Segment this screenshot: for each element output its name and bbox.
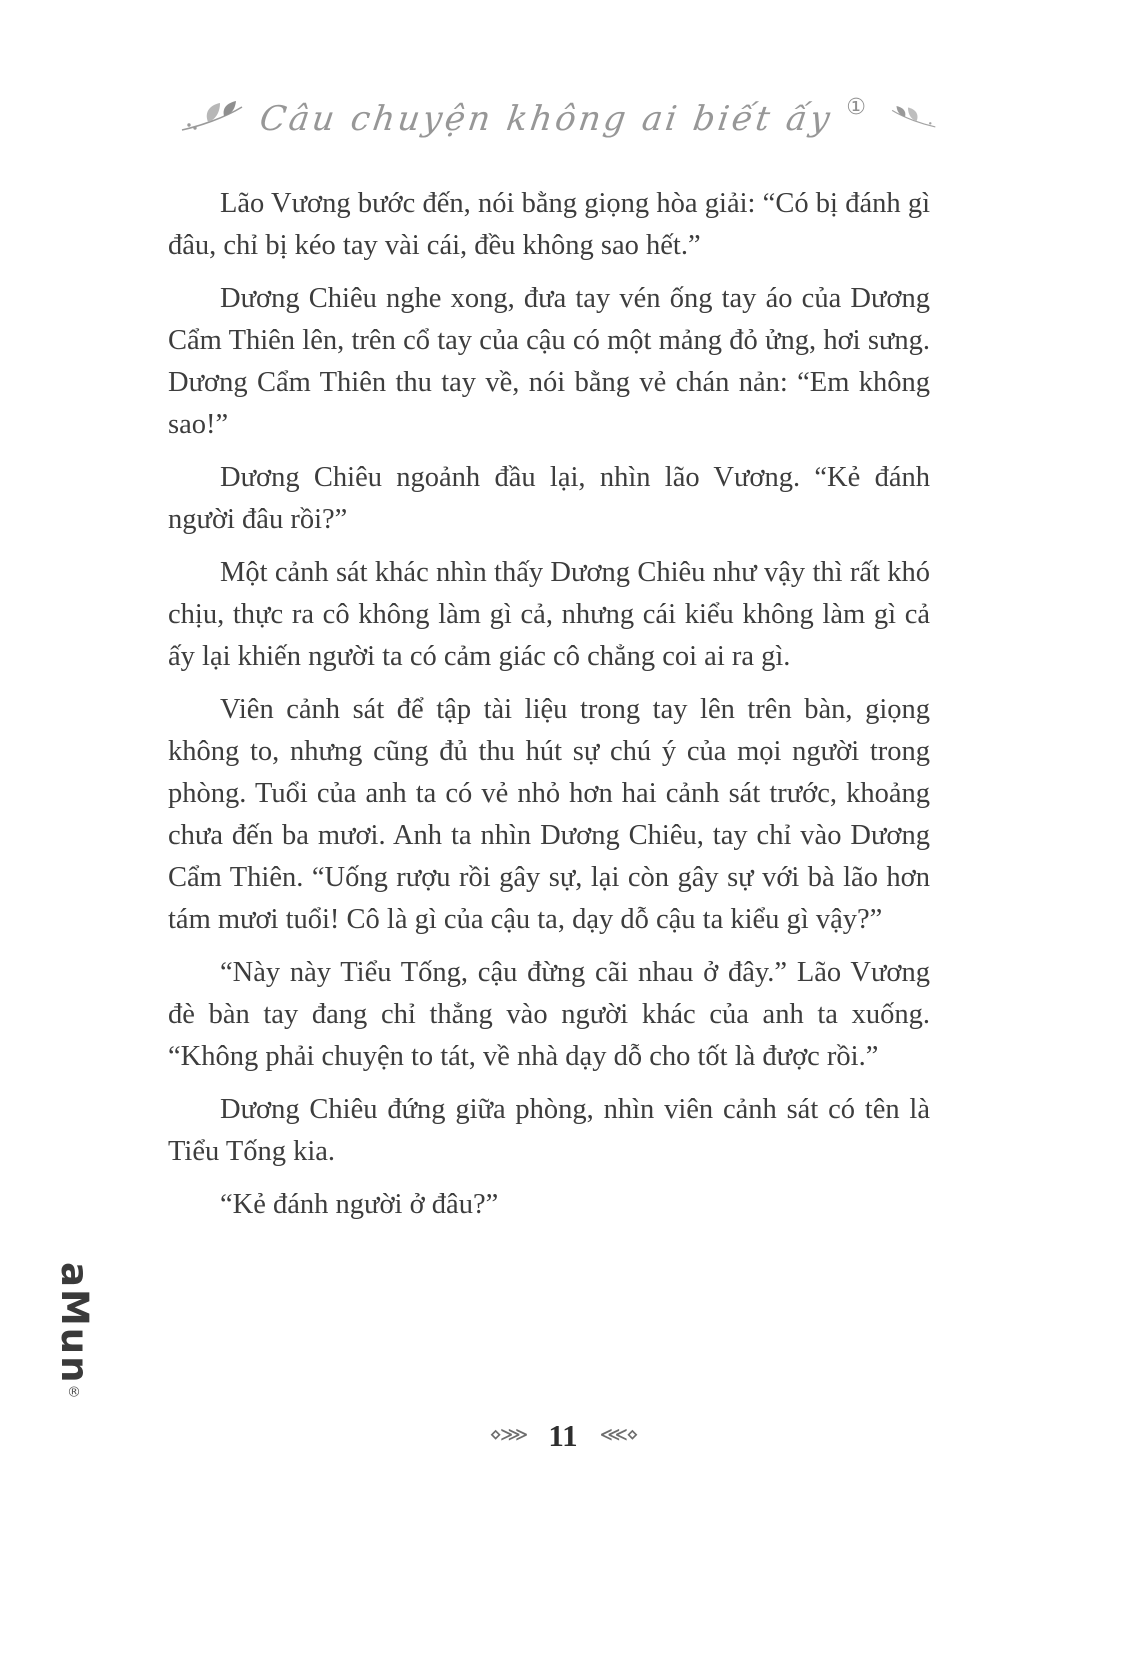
paragraph: Một cảnh sát khác nhìn thấy Dương Chiêu như vậy thì rất khó chịu, thực ra cô không làm gì cả, nhưng cái kiểu không làm gì cả ấy lại khiến người ta có cảm giác cô chẳng coi ai ra gì.	[168, 557, 930, 672]
paragraph: Dương Chiêu ngoảnh đầu lại, nhìn lão Vương. “Kẻ đánh người đâu rồi?”	[168, 462, 930, 535]
publisher-logo-text: aMun	[53, 1262, 96, 1385]
chapter-number-badge: ①	[846, 94, 867, 120]
paragraph: Viên cảnh sát để tập tài liệu trong tay lên trên bàn, giọng không to, nhưng cũng đủ thu hút sự chú ý của mọi người trong phòng. Tuổi của anh ta có vẻ nhỏ hơn hai cảnh sát trước, khoảng chưa đến ba mươi. Anh ta nhìn Dương Chiêu, tay chỉ vào Dương Cẩm Thiên. “Uống rượu rồi gây sự, lại còn gây sự với bà lão hơn tám mươi tuổi! Cô là gì của cậu ta, dạy dỗ cậu ta kiểu gì vậy?”	[168, 694, 930, 935]
paragraph: “Này này Tiểu Tống, cậu đừng cãi nhau ở đây.” Lão Vương đè bàn tay đang chỉ thẳng vào người khác của anh ta xuống. “Không phải chuyện to tát, về nhà dạy dỗ cho tốt là được rồi.”	[168, 957, 930, 1072]
paragraph: Lão Vương bước đến, nói bằng giọng hòa giải: “Có bị đánh gì đâu, chỉ bị kéo tay vài cái, đều không sao hết.”	[168, 188, 930, 261]
paragraph: “Kẻ đánh người ở đâu?”	[220, 1189, 499, 1220]
leaf-ornament-left-icon	[180, 98, 246, 140]
page-number: 11	[548, 1418, 578, 1453]
footer-ornament-left-icon: ⋄⋙	[489, 1422, 527, 1446]
paragraph: Dương Chiêu nghe xong, đưa tay vén ống tay áo của Dương Cẩm Thiên lên, trên cổ tay của cậu có một mảng đỏ ửng, hơi sưng. Dương Cẩm Thiên thu tay về, nói bằng vẻ chán nản: “Em không sao!”	[168, 283, 930, 440]
page-footer	[0, 1418, 1126, 1454]
footer-ornament-right-icon: ⋘⋄	[599, 1422, 637, 1446]
leaf-ornament-right-icon	[889, 104, 937, 134]
body-text	[168, 183, 930, 1237]
registered-trademark-icon: ®	[66, 1384, 82, 1403]
paragraph: Dương Chiêu đứng giữa phòng, nhìn viên cảnh sát có tên là Tiểu Tống kia.	[168, 1094, 930, 1167]
publisher-logo	[53, 1262, 96, 1403]
running-header	[0, 94, 1126, 140]
chapter-title: Câu chuyện không ai biết ấy	[257, 99, 836, 139]
